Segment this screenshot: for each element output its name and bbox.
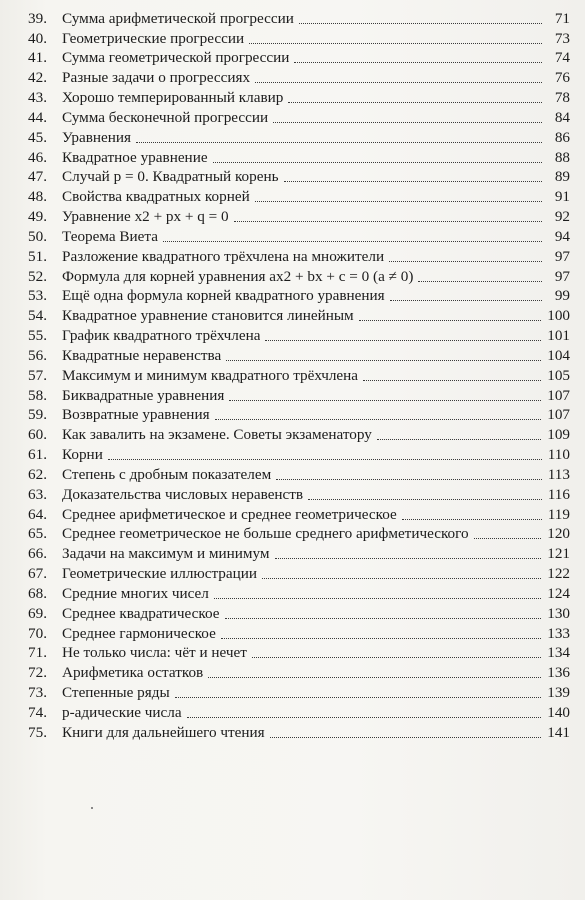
page-number: 78 [554,89,570,107]
chapter-number: 60. [28,426,47,444]
dot-leader [284,181,542,182]
page-number: 86 [554,128,570,146]
toc-entry [28,662,570,682]
dot-leader [249,43,542,44]
toc-entry [28,87,570,107]
chapter-title: Сумма бесконечной прогрессии [62,108,269,126]
page-number: 76 [554,69,570,87]
chapter-title: Ещё одна формула корней квадратного уравнения [62,287,385,305]
dot-leader [474,538,542,539]
chapter-number: 55. [28,327,47,345]
page-number: 74 [554,49,570,67]
chapter-number: 65. [28,525,47,543]
chapter-title: Возвратные уравнения [62,406,210,424]
page-number: 121 [547,545,570,563]
page-number: 84 [554,108,570,126]
dot-leader [213,162,542,163]
dot-leader [299,23,542,24]
dot-leader [175,697,542,698]
toc-entry [28,543,570,563]
dot-leader [273,122,542,123]
chapter-number: 40. [28,29,47,47]
dot-leader [136,142,542,143]
toc-entry [28,563,570,583]
chapter-number: 51. [28,247,47,265]
toc-entry [28,682,570,702]
chapter-number: 39. [28,9,47,27]
dot-leader [402,519,542,520]
page-number: 116 [547,485,570,503]
page-number: 120 [547,525,570,543]
page-number: 139 [547,683,570,701]
toc-entry [28,186,570,206]
page-number: 92 [554,208,570,226]
dot-leader [265,340,541,341]
dot-leader [294,62,542,63]
chapter-title: Как завалить на экзамене. Советы экзаменатору [62,426,372,444]
toc-entry [28,702,570,722]
chapter-number: 46. [28,148,47,166]
dot-leader [288,102,542,103]
toc-entry [28,107,570,127]
chapter-title: Книги для дальнейшего чтения [62,723,265,741]
toc-entry [28,266,570,286]
dot-leader [359,320,542,321]
page-number: 140 [547,703,570,721]
page-number: 110 [547,446,570,464]
chapter-title: Не только числа: чёт и нечет [62,644,247,662]
chapter-number: 69. [28,604,47,622]
chapter-title: Арифметика остатков [62,664,204,682]
page-number: 109 [547,426,570,444]
chapter-number: 48. [28,188,47,206]
chapter-number: 58. [28,386,47,404]
chapter-number: 63. [28,485,47,503]
chapter-title: Максимум и минимум квадратного трёхчлена [62,366,359,384]
chapter-number: 50. [28,227,47,245]
toc-entry [28,583,570,603]
chapter-title: p-адические числа [62,703,182,721]
page-number: 73 [554,29,570,47]
table-of-contents [28,8,570,742]
chapter-number: 41. [28,49,47,67]
chapter-number: 56. [28,346,47,364]
chapter-title: Геометрические прогрессии [62,29,245,47]
chapter-title: Биквадратные уравнения [62,386,225,404]
toc-entry [28,48,570,68]
dot-leader [214,598,541,599]
chapter-number: 52. [28,267,47,285]
chapter-title: Уравнение x2 + px + q = 0 [62,208,229,226]
toc-entry [28,405,570,425]
page-number: 119 [547,505,570,523]
chapter-number: 43. [28,89,47,107]
chapter-title: Сумма арифметической прогрессии [62,9,294,27]
page-number: 107 [547,386,570,404]
page-number: 97 [554,267,570,285]
chapter-number: 42. [28,69,47,87]
toc-entry [28,484,570,504]
chapter-title: Квадратное уравнение [62,148,208,166]
chapter-number: 49. [28,208,47,226]
dot-leader [221,638,541,639]
dot-leader [276,479,542,480]
chapter-title: Доказательства числовых неравенств [62,485,304,503]
page-number: 88 [554,148,570,166]
page-number: 100 [547,307,570,325]
chapter-title: Сумма геометрической прогрессии [62,49,290,67]
toc-entry [28,623,570,643]
toc-entry [28,603,570,623]
chapter-number: 72. [28,664,47,682]
toc-entry [28,524,570,544]
chapter-number: 59. [28,406,47,424]
page-number: 130 [547,604,570,622]
chapter-number: 66. [28,545,47,563]
chapter-number: 47. [28,168,47,186]
page-number: 91 [554,188,570,206]
chapter-title: Задачи на максимум и минимум [62,545,270,563]
chapter-number: 54. [28,307,47,325]
chapter-number: 57. [28,366,47,384]
toc-entry [28,464,570,484]
dot-leader [255,82,542,83]
page-number: 99 [554,287,570,305]
dot-leader [163,241,542,242]
chapter-title: Свойства квадратных корней [62,188,250,206]
page-number: 133 [547,624,570,642]
chapter-number: 70. [28,624,47,642]
page-number: 124 [547,584,570,602]
toc-entry [28,345,570,365]
dot-leader [208,677,541,678]
chapter-title: Формула для корней уравнения ax2 + bx + c = 0 (a ≠ 0) [62,267,414,285]
toc-entry [28,226,570,246]
toc-entry [28,305,570,325]
chapter-number: 53. [28,287,47,305]
chapter-number: 74. [28,703,47,721]
chapter-title: Теорема Виета [62,227,158,245]
chapter-title: Квадратное уравнение становится линейным [62,307,354,325]
toc-entry [28,286,570,306]
chapter-title: Хорошо темперированный клавир [62,89,284,107]
chapter-title: Среднее гармоническое [62,624,216,642]
toc-entry [28,643,570,663]
chapter-title: Квадратные неравенства [62,346,222,364]
page-number: 136 [547,664,570,682]
toc-entry [28,167,570,187]
page-number: 71 [554,9,570,27]
chapter-title: Среднее арифметическое и среднее геометрическое [62,505,397,523]
toc-entry [28,325,570,345]
dot-leader [108,459,542,460]
dot-leader [229,400,541,401]
dot-leader [308,499,542,500]
toc-entry [28,67,570,87]
chapter-title: Уравнения [62,128,132,146]
dot-leader [234,221,542,222]
toc-entry [28,8,570,28]
chapter-number: 67. [28,565,47,583]
dot-leader [418,281,542,282]
chapter-title: Степенные ряды [62,683,170,701]
toc-entry [28,246,570,266]
dot-leader [215,419,542,420]
chapter-title: Средние многих чисел [62,584,209,602]
chapter-title: Корни [62,446,103,464]
dot-leader [252,657,541,658]
chapter-number: 73. [28,683,47,701]
dot-leader [377,439,541,440]
dot-leader [225,618,542,619]
page-number: 107 [547,406,570,424]
chapter-title: Случай p = 0. Квадратный корень [62,168,279,186]
toc-entry [28,147,570,167]
dot-leader [389,261,542,262]
toc-entry [28,424,570,444]
chapter-number: 44. [28,108,47,126]
chapter-number: 64. [28,505,47,523]
chapter-title: Разные задачи о прогрессиях [62,69,251,87]
dot-leader [363,380,541,381]
toc-entry [28,385,570,405]
page-number: 89 [554,168,570,186]
toc-entry [28,444,570,464]
toc-entry [28,365,570,385]
page-number: 141 [547,723,570,741]
chapter-number: 62. [28,465,47,483]
page-number: 101 [547,327,570,345]
dot-leader [390,300,542,301]
dot-leader [262,578,541,579]
page-number: 122 [547,565,570,583]
chapter-title: График квадратного трёхчлена [62,327,261,345]
chapter-number: 75. [28,723,47,741]
dot-leader [187,717,542,718]
chapter-title: Геометрические иллюстрации [62,565,258,583]
chapter-title: Степень с дробным показателем [62,465,272,483]
page-number: 104 [547,346,570,364]
toc-entry [28,127,570,147]
page-number: 113 [547,465,570,483]
chapter-number: 71. [28,644,47,662]
dot-leader [270,737,542,738]
page-number: 134 [547,644,570,662]
page-number: 97 [554,247,570,265]
page-number: 105 [547,366,570,384]
dot-leader [255,201,542,202]
toc-entry [28,504,570,524]
toc-entry [28,206,570,226]
page-number: 94 [554,227,570,245]
dot-leader [275,558,542,559]
chapter-number: 45. [28,128,47,146]
chapter-title: Разложение квадратного трёхчлена на множители [62,247,385,265]
toc-entry [28,722,570,742]
chapter-title: Среднее квадратическое [62,604,220,622]
dot-leader [226,360,541,361]
chapter-title: Среднее геометрическое не больше среднего арифметического [62,525,469,543]
toc-entry [28,28,570,48]
ink-speck [91,807,93,809]
chapter-number: 61. [28,446,47,464]
chapter-number: 68. [28,584,47,602]
